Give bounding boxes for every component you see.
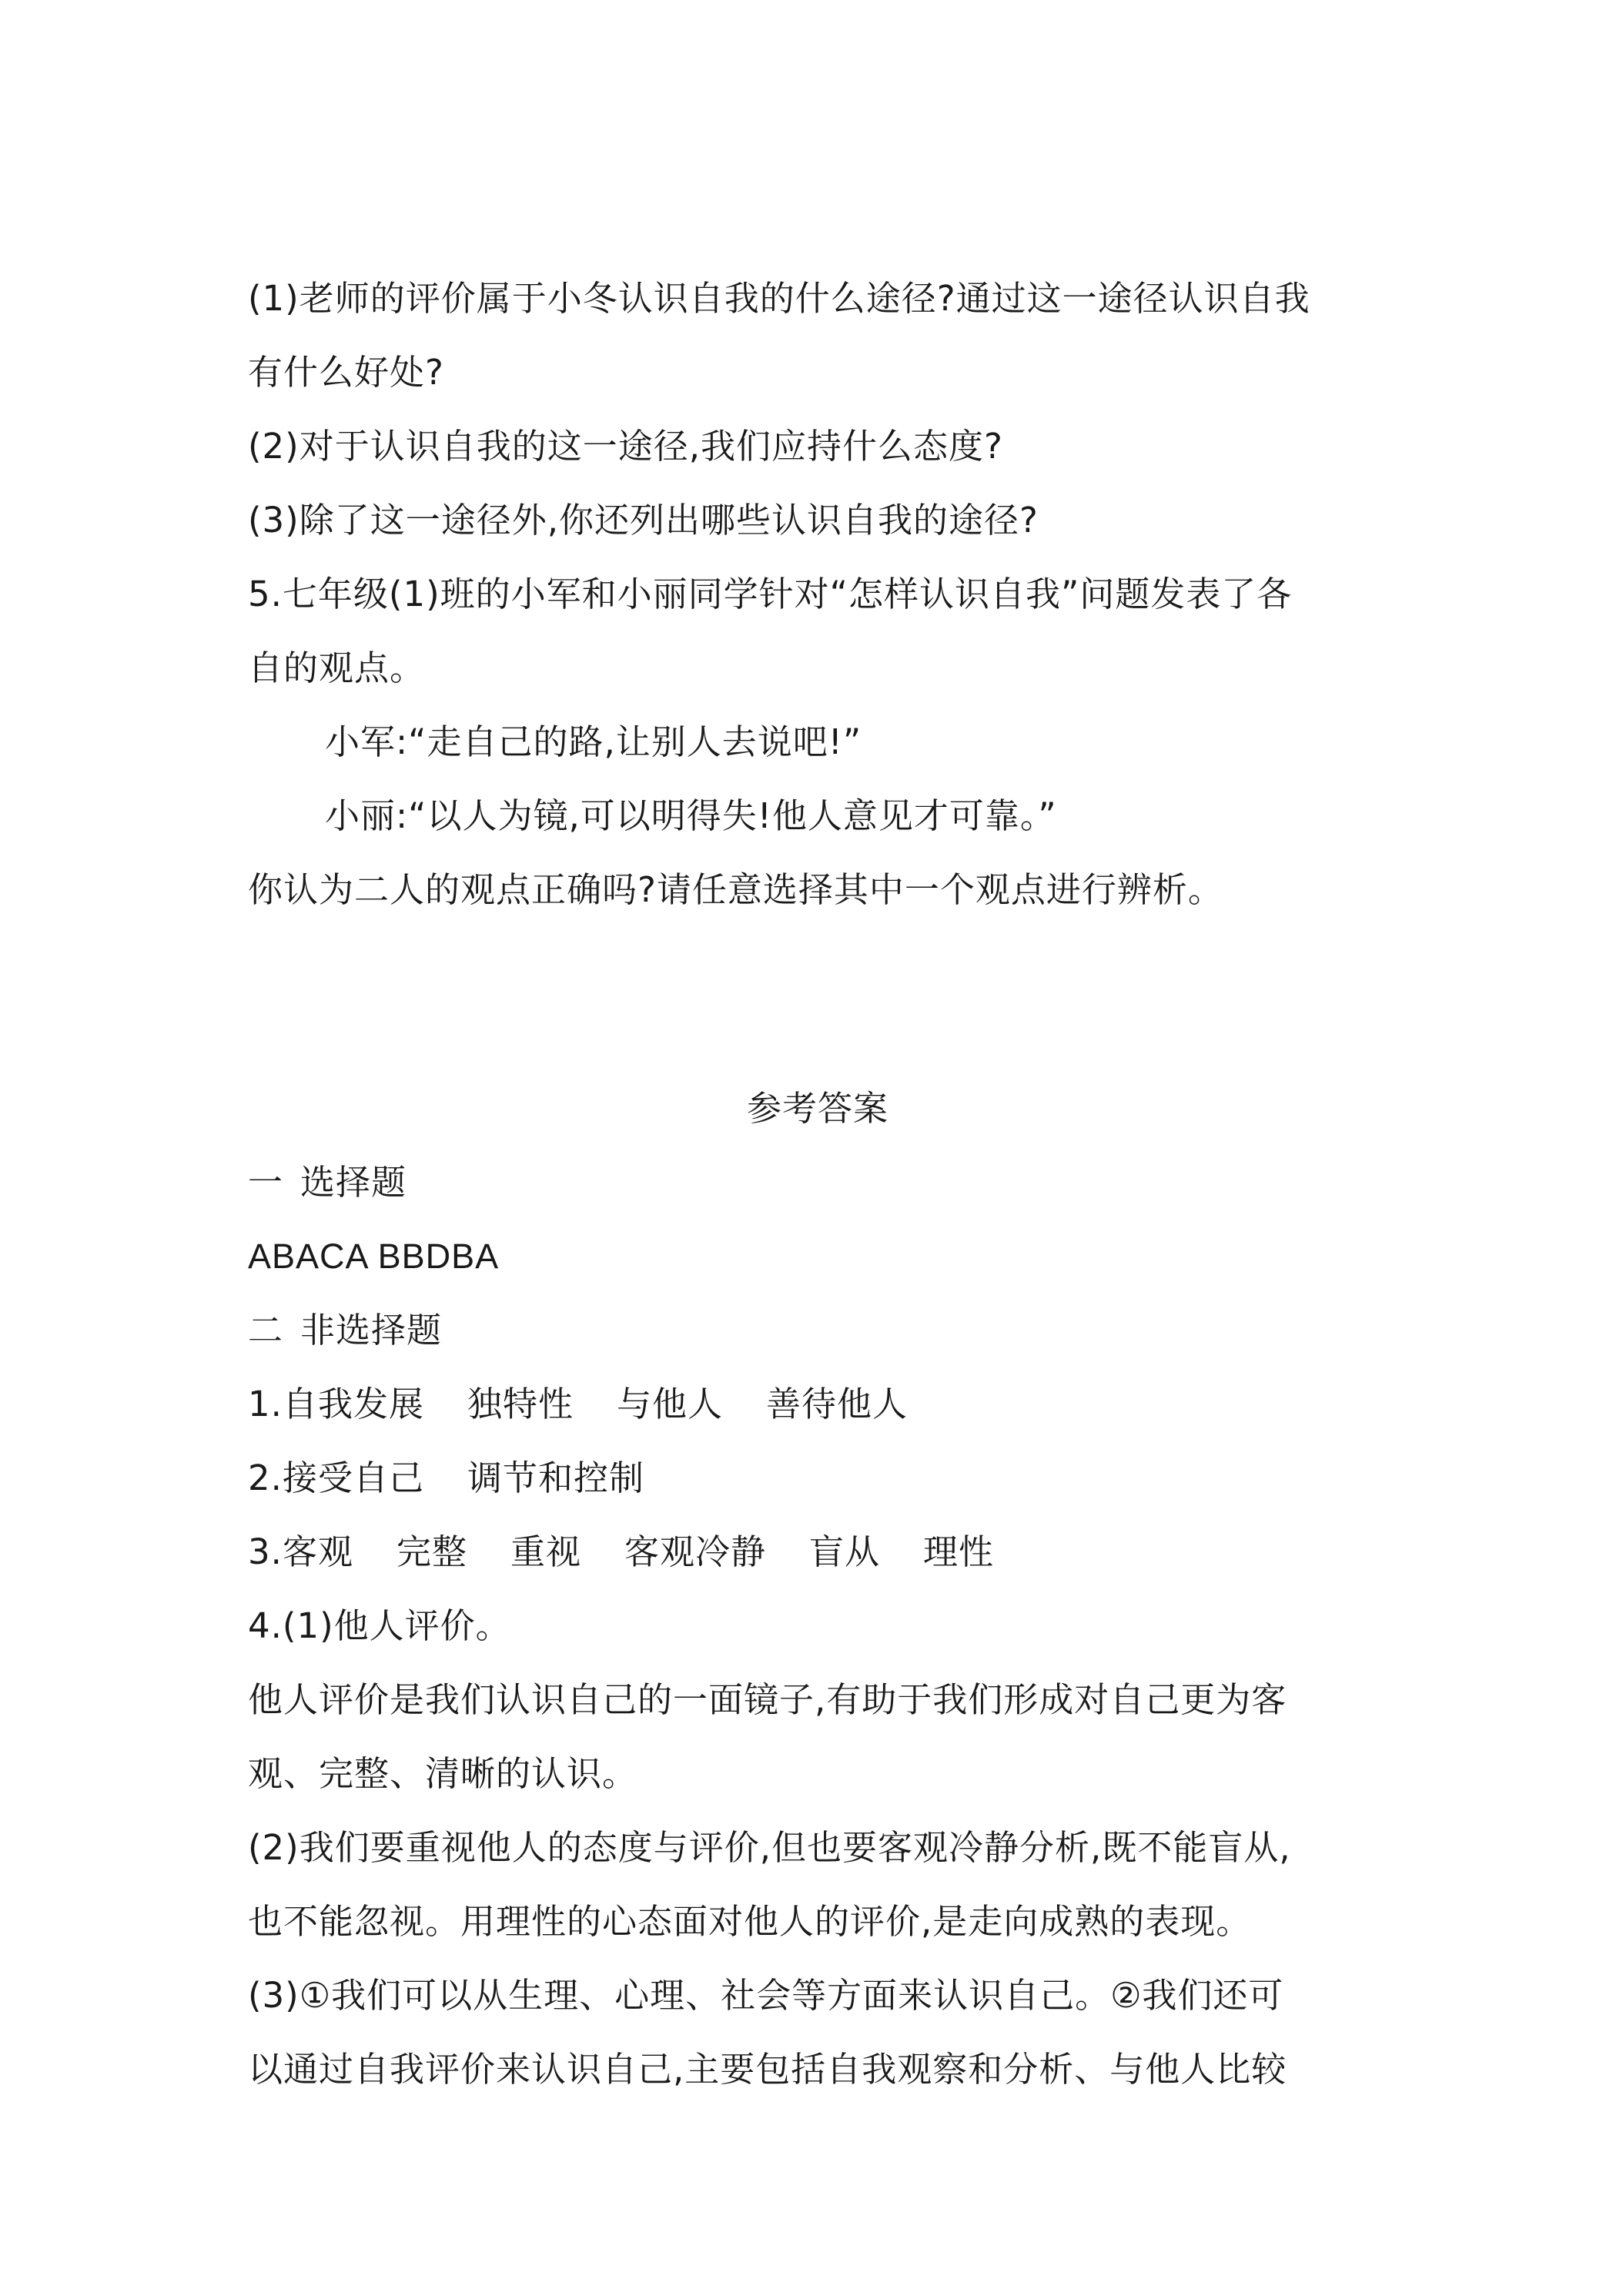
section-1-label: 选择题 [300, 1162, 407, 1203]
quote-xiaojun: 小军:“走自己的路,让别人去说吧!” [325, 721, 862, 762]
question-4-1-line-2: 有什么好处? [248, 352, 444, 393]
answer-4-3-line-2: 以通过自我评价来认识自己,主要包括自我观察和分析、与他人比较 [248, 2049, 1287, 2090]
question-4-1-line-1: (1)老师的评价属于小冬认识自我的什么途径?通过这一途径认识自我 [248, 278, 1310, 319]
answer-1-number: 1. [248, 1384, 283, 1424]
answer-4-2-line-1: (2)我们要重视他人的态度与评价,但也要客观冷静分析,既不能盲从, [248, 1827, 1291, 1868]
answer-3-item: 盲从 [809, 1531, 881, 1572]
section-gap [248, 927, 1387, 1072]
answer-1-item: 善待他人 [765, 1384, 908, 1424]
answer-2 [248, 1441, 1387, 1515]
answer-2-item: 接受自己 [282, 1458, 424, 1498]
answer-1-item: 独特性 [467, 1384, 574, 1424]
question-5-line-1: 5.七年级(1)班的小军和小丽同学针对“怎样认识自我”问题发表了各 [248, 574, 1293, 614]
choice-answers: ABACA BBDBA [248, 1237, 500, 1276]
answer-3-item: 完整 [396, 1531, 467, 1572]
answer-4-1-explanation-line-1: 他人评价是我们认识自己的一面镜子,有助于我们形成对自己更为客 [248, 1679, 1287, 1720]
section-2-label: 非选择题 [300, 1310, 443, 1350]
section-1-heading [248, 1146, 1387, 1220]
document-page [248, 262, 1387, 2107]
answer-3-item: 客观冷静 [624, 1531, 766, 1572]
answer-1 [248, 1367, 1387, 1441]
answer-4-3-line-1: (3)①我们可以从生理、心理、社会等方面来认识自己。②我们还可 [248, 1975, 1284, 2016]
answer-3 [248, 1515, 1387, 1589]
answer-2-item: 调节和控制 [467, 1458, 644, 1498]
question-5-line-2: 自的观点。 [248, 648, 426, 688]
question-4-2: (2)对于认识自我的这一途径,我们应持什么态度? [248, 426, 1003, 467]
answer-4-1-explanation-line-2: 观、完整、清晰的认识。 [248, 1753, 638, 1794]
question-5-ask: 你认为二人的观点正确吗?请任意选择其中一个观点进行辨析。 [248, 869, 1223, 910]
section-2-heading [248, 1294, 1387, 1367]
answer-3-item: 客观 [282, 1531, 353, 1572]
answer-4-1: 4.(1)他人评价。 [248, 1605, 511, 1646]
answers-title: 参考答案 [746, 1088, 888, 1129]
section-2-number: 二 [248, 1310, 284, 1350]
answer-1-item: 自我发展 [282, 1384, 424, 1424]
answer-4-2-line-2: 也不能忽视。用理性的心态面对他人的评价,是走向成熟的表现。 [248, 1901, 1252, 1942]
answer-2-number: 2. [248, 1458, 283, 1498]
question-4-3: (3)除了这一途径外,你还列出哪些认识自我的途径? [248, 500, 1039, 541]
answer-1-item: 与他人 [616, 1384, 723, 1424]
answer-3-number: 3. [248, 1531, 283, 1572]
section-1-number: 一 [248, 1162, 284, 1203]
quote-xiaoli: 小丽:“以人为镜,可以明得失!他人意见才可靠。” [325, 795, 1057, 836]
answer-3-item: 重视 [510, 1531, 581, 1572]
answer-3-item: 理性 [923, 1531, 995, 1572]
